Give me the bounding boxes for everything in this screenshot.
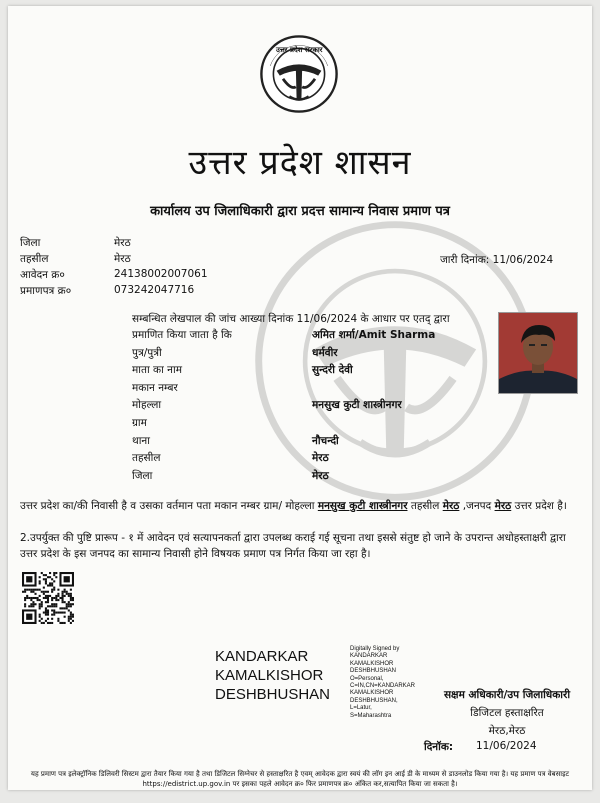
detail-label: थाना [132, 435, 150, 447]
detail-value: सुन्दरी देवी [312, 364, 353, 376]
certificate-page [8, 6, 592, 790]
authority-designation: सक्षम अधिकारी/उप जिलाधिकारी [443, 689, 571, 701]
certificate-subtitle: कार्यालय उप जिलाधिकारी द्वारा प्रदत्त सामान्य निवास प्रमाण पत्र [150, 204, 450, 219]
detail-value: मेरठ [312, 470, 329, 482]
digital-signature-line: L=Latur, [350, 705, 372, 712]
detail-value: नौचन्दी [312, 435, 339, 447]
residence-text-b: तहसील [410, 500, 440, 512]
detail-label: तहसील [132, 452, 161, 464]
digital-signed-note: डिजिटल हस्ताक्षरित [470, 707, 544, 719]
detail-label: मोहल्ला [132, 399, 162, 411]
emblem-caption: उत्तर प्रदेश सरकार [276, 46, 323, 54]
detail-value: धर्मवीर [312, 347, 338, 359]
detail-label: पुत्र/पुत्री [132, 347, 162, 359]
certificate-number-value: 073242047716 [114, 284, 195, 296]
authority-place: मेरठ,मेरठ [488, 725, 526, 737]
digital-signature-line: KAMALKISHOR [350, 690, 394, 697]
tehsil-label: तहसील [20, 253, 49, 265]
inspection-intro: सम्बन्धित लेखपाल की जांच आख्या दिनांक 11/06/2024 के आधार पर एतद् द्वारा [132, 313, 450, 325]
issue-date: जारी दिनांक: 11/06/2024 [440, 254, 554, 266]
residence-statement [20, 498, 580, 514]
digital-signature-line: KAMALKISHOR [350, 660, 394, 667]
detail-label: जिला [132, 470, 153, 482]
signer-name-line: DESHBHUSHAN [215, 686, 331, 703]
detail-label: मकान नम्बर [132, 382, 178, 394]
district-label: जिला [20, 237, 41, 249]
digital-signature-line: O=Personal, [350, 675, 384, 682]
authority-date: 11/06/2024 [476, 740, 537, 752]
residence-text-a: उत्तर प्रदेश का/की निवासी है व उसका वर्तमान पता मकान नम्बर ग्राम/ मोहल्ला [20, 500, 315, 512]
applicant-photo [498, 312, 578, 394]
detail-label: ग्राम [132, 417, 147, 429]
application-label: आवेदन क्र० [20, 269, 65, 281]
qr-code-icon [22, 572, 74, 624]
signer-name [215, 647, 330, 704]
residence-district: मेरठ [494, 500, 512, 512]
digital-signature-line: S=Maharashtra [350, 712, 392, 719]
tehsil-value: मेरठ [114, 253, 131, 265]
certificate-number-label: प्रमाणपत्र क्र० [20, 285, 72, 297]
person-photo-icon [499, 313, 577, 393]
digital-signature-details [350, 646, 415, 720]
digital-signature-line: Digitally Signed by [350, 646, 400, 652]
district-value: मेरठ [114, 237, 131, 249]
detail-label: प्रमाणित किया जाता है कि [132, 329, 232, 341]
detail-value: मनसुख कुटी शास्त्रीनगर [312, 399, 402, 411]
digital-signature-line: DESHBHUSHAN [350, 668, 397, 675]
page-title: उत्तर प्रदेश शासन [188, 143, 412, 183]
digital-signature-line: DESHBHUSHAN, [350, 697, 398, 704]
residence-tehsil: मेरठ [442, 500, 460, 512]
signer-name-line: KANDARKAR [215, 648, 309, 665]
verification-statement: 2.उपर्युक्त की पुष्टि प्रारूप - १ में आवेदन एवं सत्यापनकर्ता द्वारा उपलब्ध कराई गई सूचना तथा इससे संतुष्ट हो जाने के उपरान्त अधोहस्ताक्षरी द्वारा उत्तर प्रदेश के इस जनपद का सामान्य निवासी होने विषयक प्रमाण पत्र निर्गत किया जा रहा है। [20, 532, 566, 560]
residence-locality: मनसुख कुटी शास्त्रीनगर [317, 500, 408, 512]
detail-label: माता का नाम [132, 364, 182, 376]
authority-date-label: दिनॉक: [424, 741, 454, 753]
digital-signature-line: C=IN,CN=KANDARKAR [350, 683, 416, 690]
footer-note: यह प्रमाण पत्र इलेक्ट्रॉनिक डिलिवरी सिस्टम द्वारा तैयार किया गया है तथा डिजिटल सिग्नेचर से हस्ताक्षरित है एवम् आवेदक द्वारा स्वयं की लॉग इन आई डी के माध्यम से डाउनलोड किया गया है। यह प्रमाण पत्र वेबसाइट https://edistrict.up.gov.in पर इसका पहले आवेदन क्र० फिर प्रमाणपत्र क्र० अंकित कर,सत्यापित किया जा सकता है। [30, 770, 570, 788]
residence-text-c: ,जनपद [462, 500, 492, 512]
signer-name-line: KAMALKISHOR [215, 667, 324, 684]
detail-value: अमित शर्मा/Amit Sharma [312, 329, 436, 341]
digital-signature-line: KANDARKAR [350, 653, 388, 660]
application-value: 24138002007061 [114, 268, 208, 280]
detail-value: मेरठ [312, 452, 329, 464]
residence-text-d: उत्तर प्रदेश है। [514, 500, 567, 512]
